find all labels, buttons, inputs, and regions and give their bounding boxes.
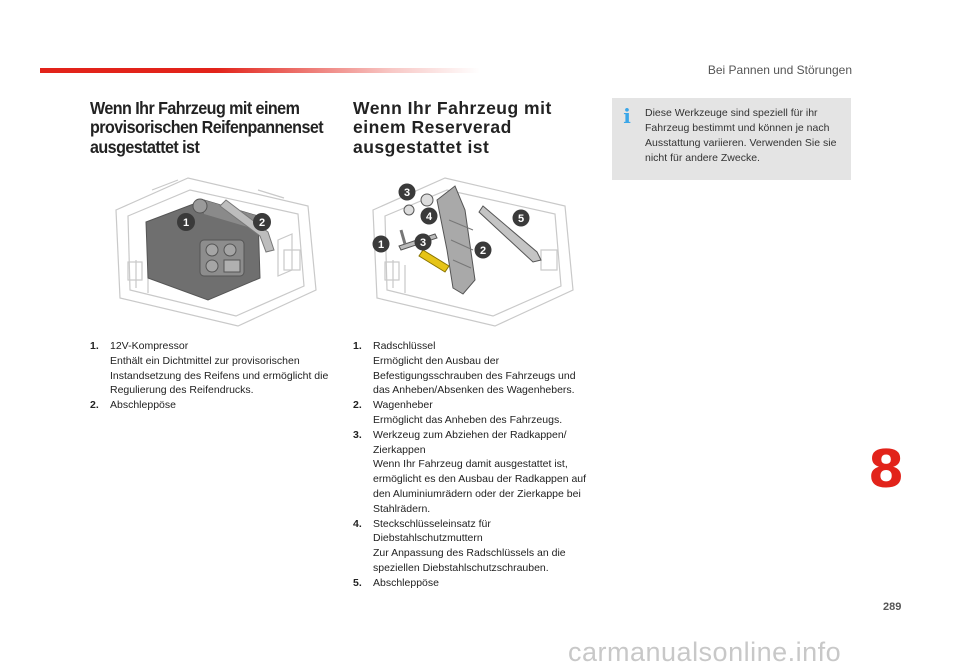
- item-number: 1.: [353, 340, 362, 352]
- item-description: Zur Anpassung des Radschlüssels an die speziellen Diebstahlschutzschrauben.: [373, 547, 566, 574]
- item-label: 12V-Kompressor: [110, 340, 189, 352]
- spare-wheel-tools-illustration: [365, 170, 581, 330]
- chapter-number: 8: [868, 440, 905, 500]
- list-item: [353, 576, 593, 591]
- item-label: Steckschlüsseleinsatz für Diebstahlschutzmuttern: [373, 517, 491, 545]
- svg-text:3: 3: [403, 187, 411, 199]
- section-header: Bei Pannen und Störungen: [707, 63, 852, 77]
- watermark: carmanualsonline.info: [568, 637, 842, 667]
- item-description: Enthält ein Dichtmittel zur provisorischen Instandsetzung des Reifens und ermöglicht die Regulierung des Reifendrucks.: [110, 354, 329, 397]
- middle-item-list: [353, 339, 593, 591]
- item-number: 5.: [353, 576, 362, 589]
- callout-2: [475, 242, 492, 259]
- info-text: Diese Werkzeuge sind speziell für ihr Fahrzeug bestimmt und können je nach Ausstattung variieren. Verwenden Sie sie nicht für andere Zwecke.: [645, 107, 837, 164]
- item-label: Abschleppöse: [373, 576, 439, 589]
- middle-column-title: Wenn Ihr Fahrzeug mit einem Reserverad ausgestattet ist: [353, 98, 552, 157]
- svg-text:2: 2: [479, 245, 487, 257]
- callout-1: [177, 213, 195, 231]
- item-number: 1.: [90, 340, 99, 352]
- svg-text:5: 5: [517, 213, 525, 225]
- item-label: Wagenheber: [373, 399, 433, 412]
- list-item: [353, 428, 593, 517]
- info-box: [612, 98, 851, 180]
- list-item: [353, 398, 593, 428]
- list-item: [90, 339, 330, 398]
- svg-text:2: 2: [258, 217, 266, 229]
- callout-5: [513, 210, 530, 227]
- header-accent-bar: [40, 68, 480, 73]
- svg-text:4: 4: [425, 211, 433, 223]
- callout-2: [253, 213, 271, 231]
- list-item: [353, 517, 593, 576]
- callout-4: [421, 208, 438, 225]
- item-description: Wenn Ihr Fahrzeug damit ausgestattet ist, ermöglicht es den Ausbau der Radkappen auf den Aluminiumrädern oder der Zierkappe bei Stahlrädern.: [373, 458, 587, 515]
- item-number: 2.: [353, 399, 362, 412]
- callout-1: [373, 236, 390, 253]
- item-number: 2.: [90, 399, 99, 412]
- info-icon: i: [623, 104, 631, 128]
- svg-text:3: 3: [419, 237, 427, 249]
- item-label: Werkzeug zum Abziehen der Radkappen/ Zierkappen: [373, 428, 567, 456]
- callout-3: [415, 234, 432, 251]
- page-number: 289: [883, 601, 902, 613]
- item-label: Abschleppöse: [110, 399, 176, 412]
- svg-text:1: 1: [182, 217, 190, 229]
- item-description: Ermöglicht den Ausbau der Befestigungsschrauben des Fahrzeugs und das Anheben/Absenken des Wagenhebers.: [373, 354, 576, 397]
- item-label: Radschlüssel: [373, 340, 436, 352]
- item-number: 3.: [353, 428, 362, 441]
- list-item: [353, 339, 593, 398]
- list-item: [90, 398, 330, 413]
- item-description: Ermöglicht das Anheben des Fahrzeugs.: [373, 413, 563, 426]
- callout-3-top: [399, 184, 416, 201]
- tyre-repair-kit-illustration: [108, 170, 324, 330]
- left-item-list: [90, 339, 330, 413]
- item-number: 4.: [353, 517, 362, 530]
- left-column-title: Wenn Ihr Fahrzeug mit einem provisorischen Reifenpannenset ausgestattet ist: [90, 98, 324, 157]
- svg-text:1: 1: [377, 239, 385, 251]
